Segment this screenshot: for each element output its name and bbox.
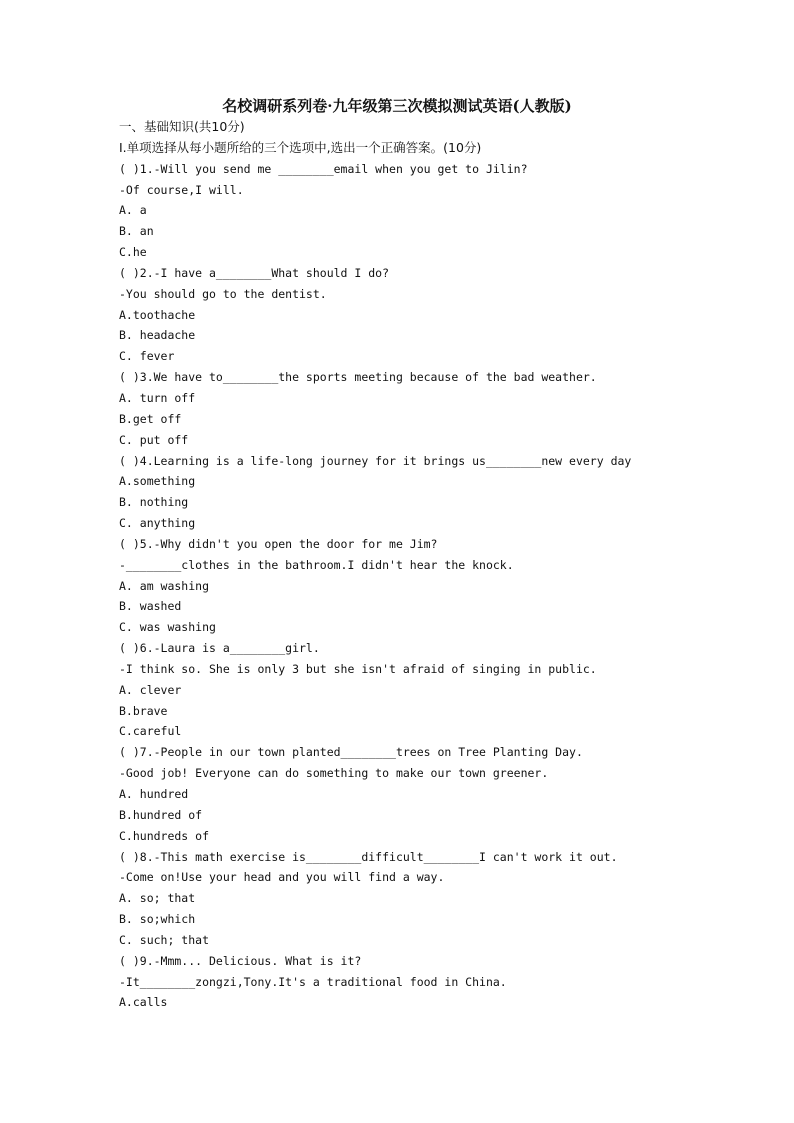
question-2-option-a: A.toothache [119,307,196,322]
question-4: ( )4.Learning is a life-long journey for it brings us________new every day [119,453,632,468]
question-7-reply: -Good job! Everyone can do something to make our town greener. [119,766,549,781]
question-1-option-a: A. a [119,203,147,218]
question-6-option-a: A. clever [119,682,182,697]
question-5-reply: -________clothes in the bathroom.I didn't hear the knock. [119,557,514,572]
question-8-option-b: B. so;which [119,912,196,927]
question-3-option-b: B.get off [119,411,182,426]
question-7-option-b: B.hundred of [119,807,203,822]
question-1-reply: -Of course,I will. [119,182,244,197]
question-2-option-b: B. headache [119,328,196,343]
question-2-option-c: C. fever [119,349,175,364]
question-2-reply: -You should go to the dentist. [119,286,327,301]
page-title: 名校调研系列卷·九年级第三次模拟测试英语(人教版) [222,97,572,115]
question-9: ( )9.-Mmm... Delicious. What is it? [119,953,362,968]
question-9-reply: -It________zongzi,Tony.It's a traditional food in China. [119,974,507,989]
question-3-option-c: C. put off [119,432,189,447]
question-6-option-b: B.brave [119,703,168,718]
part-instruction: I.单项选择从每小题所给的三个选项中,选出一个正确答案。(10分) [119,139,482,155]
question-3-option-a: A. turn off [119,390,196,405]
question-4-option-c: C. anything [119,516,196,531]
question-5-option-a: A. am washing [119,578,210,593]
question-5-option-b: B. washed [119,599,182,614]
question-6: ( )6.-Laura is a________girl. [119,641,320,656]
question-4-option-b: B. nothing [119,495,189,510]
question-2: ( )2.-I have a________What should I do? [119,265,390,280]
question-1-option-c: C.he [119,245,147,260]
section-heading: 一、基础知识(共10分) [119,119,245,134]
question-8-option-a: A. so; that [119,891,196,906]
question-5-option-c: C. was washing [119,620,216,635]
question-7-option-c: C.hundreds of [119,828,210,843]
question-9-option-a: A.calls [119,995,168,1010]
question-1: ( )1.-Will you send me ________email when you get to Jilin? [119,161,528,176]
exam-content [119,117,739,1013]
question-8-option-c: C. such; that [119,932,210,947]
question-8: ( )8.-This math exercise is________difficult________I can't work it out. [119,849,618,864]
question-8-reply: -Come on!Use your head and you will find a way. [119,870,445,885]
question-7-option-a: A. hundred [119,787,189,801]
question-7: ( )7.-People in our town planted________trees on Tree Planting Day. [119,745,583,760]
question-5: ( )5.-Why didn't you open the door for me Jim? [119,536,438,551]
question-4-option-a: A.something [119,474,196,489]
question-1-option-b: B. an [119,224,154,239]
question-6-option-c: C.careful [119,724,182,739]
question-6-reply: -I think so. She is only 3 but she isn't afraid of singing in public. [119,661,597,676]
question-3: ( )3.We have to________the sports meeting because of the bad weather. [119,370,597,385]
